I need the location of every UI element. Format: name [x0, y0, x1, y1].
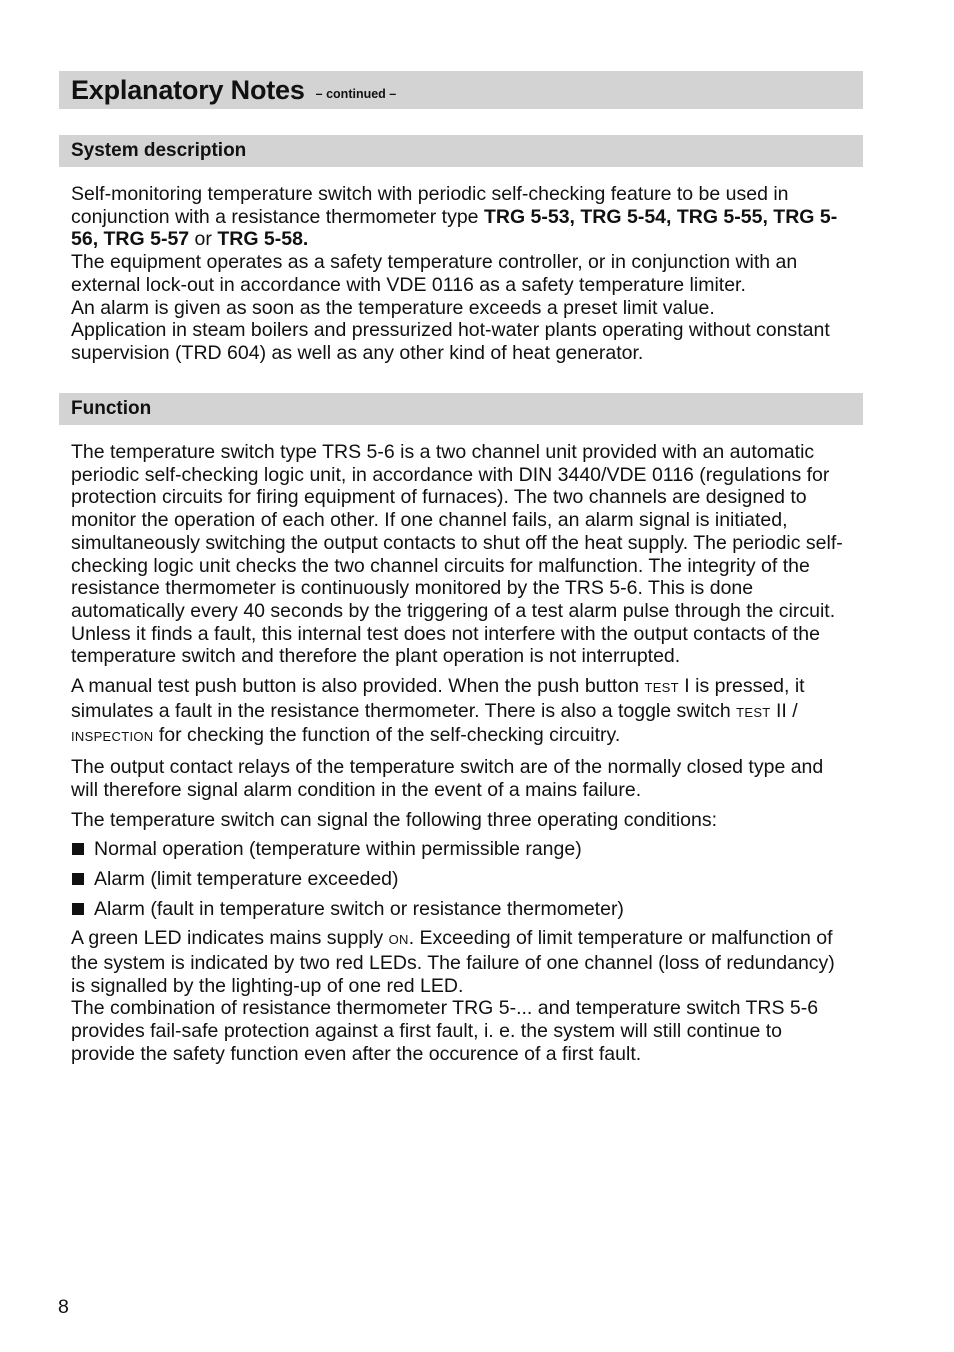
page-number: 8	[58, 1296, 69, 1318]
system-paragraph-1: Self-monitoring temperature switch with periodic self-checking feature to be used in conjunction with a resistance thermometer type TRG 5-53, TRG 5-54, TRG 5-55, TRG 5-56, TRG 5-57 or TRG 5-58.	[71, 183, 838, 251]
section-heading-system-description: System description	[59, 135, 863, 167]
section-heading-function: Function	[59, 393, 863, 425]
function-body	[71, 441, 851, 1066]
square-bullet-icon	[72, 873, 84, 885]
thermometer-types: TRG 5-53, TRG 5-54, TRG 5-55, TRG 5-56, TRG 5-57	[71, 205, 838, 251]
system-description-body	[71, 183, 851, 365]
function-paragraph-3: The output contact relays of the temperature switch are of the normally closed type and will therefore signal alarm condition in the event of a mains failure.	[71, 756, 824, 801]
page-title: Explanatory Notes	[71, 74, 305, 105]
system-paragraph-3: An alarm is given as soon as the temperature exceeds a preset limit value.	[71, 296, 715, 319]
system-paragraph-4: Application in steam boilers and pressurized hot-water plants operating without constant supervision (TRD 604) as well as any other kind of heat generator.	[71, 319, 830, 364]
operating-conditions-list	[71, 838, 851, 920]
list-item: Alarm (fault in temperature switch or resistance thermometer)	[71, 898, 851, 921]
function-paragraph-5: A green LED indicates mains supply ON. Exceeding of limit temperature or malfunction of the system is indicated by two red LEDs. The failure of one channel (loss of redundancy) is signalled by the lighting-up of one red LED.	[71, 927, 835, 997]
page-header	[59, 71, 863, 109]
function-paragraph-4: The temperature switch can signal the following three operating conditions:	[71, 808, 718, 831]
system-paragraph-2: The equipment operates as a safety temperature controller, or in conjunction with an external lock-out in accordance with VDE 0116 as a safety temperature limiter.	[71, 251, 798, 296]
thermometer-type-last: TRG 5-58.	[217, 228, 309, 251]
page-title-suffix: – continued –	[315, 87, 397, 101]
square-bullet-icon	[72, 903, 84, 915]
list-item: Alarm (limit temperature exceeded)	[71, 868, 851, 891]
square-bullet-icon	[72, 843, 84, 855]
list-item: Normal operation (temperature within permissible range)	[71, 838, 851, 861]
function-paragraph-6: The combination of resistance thermometer TRG 5-... and temperature switch TRS 5-6 provides fail-safe protection against a first fault, i. e. the system will still continue to provide the safety function even after the occurence of a first fault.	[71, 997, 819, 1065]
function-paragraph-2: A manual test push button is also provided. When the push button TEST I is pressed, it simulates a fault in the resistance thermometer. There is also a toggle switch TEST II / INSPECTION for checking the function of the self-checking circuitry.	[71, 675, 805, 747]
function-paragraph-1: The temperature switch type TRS 5-6 is a two channel unit provided with an automatic periodic self-checking logic unit, in accordance with DIN 3440/VDE 0116 (regulations for protection circuits for firing equipment of furnaces). The two channels are designed to monitor the operation of each other. If one channel fails, an alarm signal is initiated, simultaneously switching the output contacts to shut off the heat supply. The periodic self-checking logic unit checks the two channel circuits for malfunction. The integrity of the resistance thermometer is continuously monitored by the TRS 5-6. This is done automatically every 40 seconds by the triggering of a test alarm pulse through the circuit. Unless it finds a fault, this internal test does not interfere with the output contacts of the temperature switch and therefore the plant operation is not interrupted.	[71, 441, 843, 668]
